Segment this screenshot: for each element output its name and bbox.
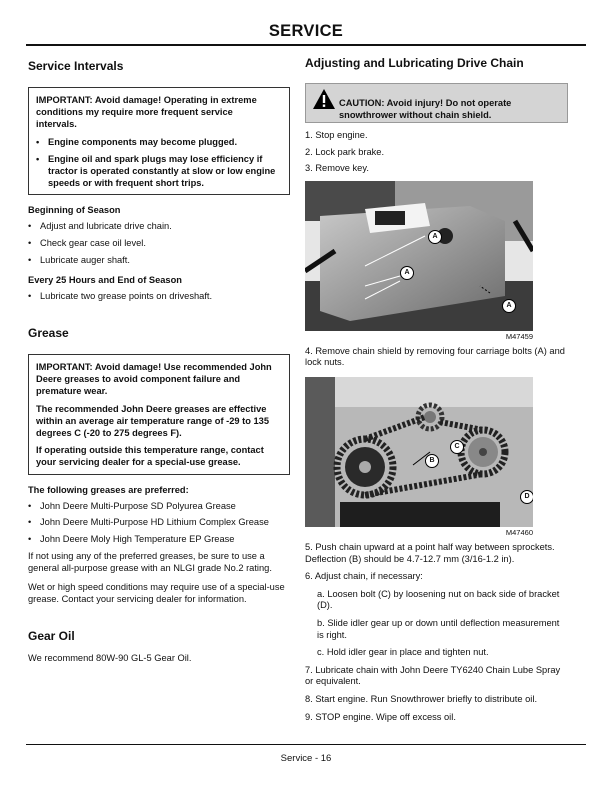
- important-text: IMPORTANT: Avoid damage! Operating in extreme conditions my require more frequent service intervals.: [36, 95, 257, 130]
- callout-b: B: [425, 454, 439, 468]
- figure-label: M47460: [505, 527, 533, 537]
- caution-box: [305, 83, 568, 123]
- step-item: 6. Adjust chain, if necessary:: [305, 571, 423, 582]
- every25-heading: Every 25 Hours and End of Season: [28, 274, 182, 285]
- callout-a: A: [400, 266, 414, 280]
- step-item: 8. Start engine. Run Snowthrower briefly to distribute oil.: [305, 693, 538, 704]
- step-item: 1. Stop engine.: [305, 130, 368, 140]
- list-item: • Adjust and lubricate drive chain.: [28, 221, 172, 232]
- drive-chain-photo: [305, 377, 533, 527]
- important-text: The recommended John Deere greases are effective within an average air temperature range of -29 to 135 degrees C (-20 to 275 degrees F).: [36, 403, 270, 439]
- figure-label: M47459: [505, 331, 533, 341]
- footer-rule: [26, 744, 586, 745]
- caution-text: CAUTION: Avoid injury! Do not operate snowthrower without chain shield.: [339, 98, 512, 120]
- important-bullet: • Engine components may become plugged.: [36, 136, 238, 147]
- chain-shield-illustration: [305, 181, 533, 331]
- beginning-heading: Beginning of Season: [28, 205, 121, 216]
- step-subitem: c. Hold idler gear in place and tighten nut.: [317, 647, 489, 658]
- grease-paragraph: If not using any of the preferred greases, be sure to use a general all-purpose grease with an NLGI grade No.2 rating.: [28, 551, 272, 573]
- list-item: • Lubricate two grease points on driveshaft.: [28, 290, 213, 301]
- list-item: • John Deere Multi-Purpose HD Lithium Complex Grease: [28, 517, 269, 528]
- chain-shield-photo: [305, 181, 533, 331]
- page-title: SERVICE: [268, 22, 344, 40]
- preferred-heading: The following greases are preferred:: [28, 484, 189, 495]
- important-box-grease: [28, 354, 290, 475]
- grease-heading: Grease: [28, 326, 69, 341]
- important-box-intervals: [28, 87, 290, 195]
- drive-chain-heading: Adjusting and Lubricating Drive Chain: [305, 56, 524, 70]
- important-text: IMPORTANT: Avoid damage! Use recommended John Deere greases to avoid component failure and premature wear.: [36, 362, 272, 397]
- callout-c: C: [450, 440, 464, 454]
- callout-a: A: [428, 230, 442, 244]
- important-text: If operating outside this temperature range, contact your servicing dealer for a special-use grease.: [36, 445, 264, 468]
- title-rule: [26, 44, 586, 46]
- step-item: 3. Remove key.: [305, 163, 369, 174]
- every25-list: [28, 291, 290, 303]
- gear-oil-heading: Gear Oil: [28, 629, 75, 644]
- gear-oil-text: We recommend 80W-90 GL-5 Gear Oil.: [28, 653, 192, 664]
- step-item: 2. Lock park brake.: [305, 146, 385, 157]
- list-item: • John Deere Multi-Purpose SD Polyurea Grease: [28, 500, 236, 511]
- list-item: • Check gear case oil level.: [28, 238, 146, 249]
- drive-chain-illustration: [305, 377, 533, 527]
- list-item: • John Deere Moly High Temperature EP Grease: [28, 534, 235, 545]
- steps-1-3: [305, 130, 568, 175]
- callout-d: D: [520, 490, 533, 504]
- left-column: [28, 56, 290, 665]
- step-item: 4. Remove chain shield by removing four carriage bolts (A) and lock nuts.: [305, 345, 565, 368]
- warning-triangle-icon: [312, 88, 336, 110]
- service-intervals-heading: Service Intervals: [28, 59, 124, 73]
- list-item: • Lubricate auger shaft.: [28, 255, 130, 266]
- step-item: 9. STOP engine. Wipe off excess oil.: [305, 711, 456, 722]
- grease-paragraph: Wet or high speed conditions may require use of a special-use grease. Contact your servicing dealer for information.: [28, 582, 285, 604]
- step-item: 7. Lubricate chain with John Deere TY6240 Chain Lube Spray or equivalent.: [305, 664, 561, 687]
- step-item: 5. Push chain upward at a point half way between sprockets. Deflection (B) should be 4.7-12.7 mm (3/16-1.2 in).: [305, 541, 555, 564]
- step-subitem: b. Slide idler gear up or down until deflection measurement is right.: [317, 617, 560, 640]
- step-subitem: a. Loosen bolt (C) by loosening nut on back side of bracket (D).: [317, 588, 560, 611]
- preferred-list: [28, 501, 290, 546]
- callout-a: A: [502, 299, 516, 313]
- right-column: [305, 56, 568, 723]
- page-footer: Service - 16: [280, 753, 332, 764]
- beginning-list: [28, 221, 290, 266]
- important-bullet: • Engine oil and spark plugs may lose efficiency if tractor is operated constantly at slow or low engine speeds or with frequent short trips.: [36, 153, 276, 189]
